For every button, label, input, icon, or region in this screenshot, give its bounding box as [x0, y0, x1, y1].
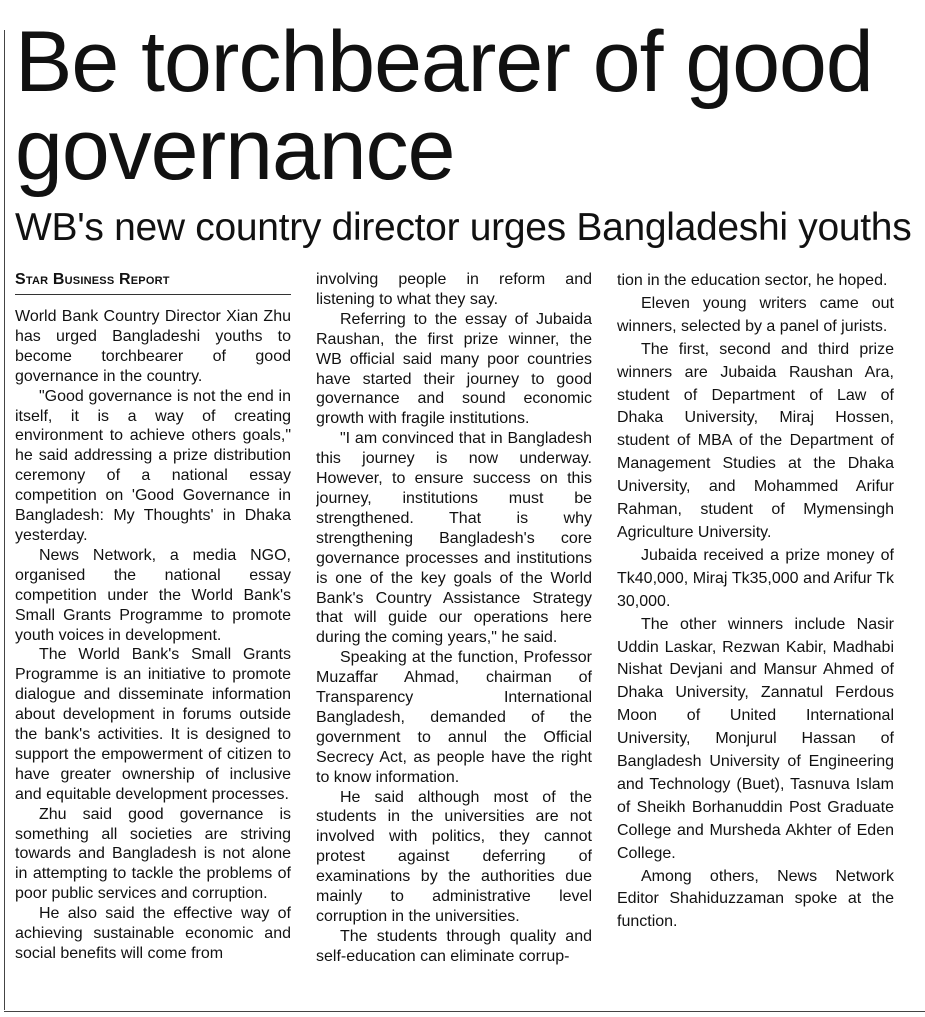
paragraph: Referring to the essay of Jubaida Raushan, the first prize winner, the WB official said many poor countries have started their journey to good governance and sound economic growth with fragile institutions.	[316, 310, 592, 428]
paragraph: News Network, a media NGO, organised the national essay competition under the World Bank's Small Grants Programme to promote youth voices in development.	[15, 546, 291, 644]
byline: Star Business Report	[15, 270, 291, 295]
article-subheadline: WB's new country director urges Bangladeshi youths	[15, 206, 912, 249]
paragraph: Among others, News Network Editor Shahiduzzaman spoke at the function.	[617, 867, 894, 931]
article-headline: Be torchbearer of good governance	[15, 14, 873, 198]
paragraph: "I am convinced that in Bangladesh this journey is now underway. However, to ensure success on this journey, institutions must be strengthened. That is why strengthening Bangladesh's core governance processes and institutions is one of the key goals of the World Bank's Country Assistance Strategy that will guide our operations here during the coming years," he said.	[316, 430, 592, 647]
paragraph: Jubaida received a prize money of Tk40,000, Miraj Tk35,000 and Arifur Tk 30,000.	[617, 546, 894, 610]
paragraph: He also said the effective way of achieving sustainable economic and social benefits will come from	[15, 905, 291, 962]
left-column-rule	[4, 30, 5, 1010]
paragraph: involving people in reform and listening to what they say.	[316, 271, 592, 308]
paragraph: He said although most of the students in the universities are not involved with politics, they cannot protest against deferring of examinations by the authorities due mainly to administrative level corruption in the universities.	[316, 788, 592, 925]
paragraph: The other winners include Nasir Uddin Laskar, Rezwan Kabir, Madhabi Nishat Devjani and Mansur Ahmed of Dhaka University, Zannatul Ferdous Moon of United International University, Monjurul Hassan of Bangladesh University of Engineering and Technology (Buet), Tasnuva Islam of Sheikh Borhanuddin Post Graduate College and Mursheda Akhter of Eden College.	[617, 615, 894, 862]
article-column-3	[617, 270, 894, 1005]
paragraph: "Good governance is not the end in itself, it is a way of creating environment to achieve others goals," he said addressing a prize distribution ceremony of a national essay competition on 'Good Governance in Bangladesh: My Thoughts' in Dhaka yesterday.	[15, 387, 291, 544]
article-column-1	[15, 270, 291, 1005]
paragraph: tion in the education sector, he hoped.	[617, 272, 888, 289]
paragraph: World Bank Country Director Xian Zhu has urged Bangladeshi youths to become torchbearer of good governance in the country.	[15, 308, 291, 385]
bottom-rule	[4, 1011, 925, 1012]
paragraph: Speaking at the function, Professor Muzaffar Ahmad, chairman of Transparency International Bangladesh, demanded of the government to annul the Official Secrecy Act, as people have the right to know information.	[316, 649, 592, 786]
paragraph: The World Bank's Small Grants Programme is an initiative to promote dialogue and disseminate information about development in forums outside the bank's activities. It is designed to support the empowerment of citizen to have greater ownership of inclusive and equitable development processes.	[15, 646, 291, 803]
paragraph: The students through quality and self-education can eliminate corrup-	[316, 927, 592, 965]
article-column-2	[316, 270, 592, 1005]
paragraph: Zhu said good governance is something all societies are striving towards and Bangladesh is not alone in attempting to tackle the problems of poor public services and corruption.	[15, 805, 291, 903]
paragraph: Eleven young writers came out winners, selected by a panel of jurists.	[617, 294, 894, 335]
paragraph: The first, second and third prize winners are Jubaida Raushan Ara, student of Department of Law of Dhaka University, Miraj Hossen, student of MBA of the Department of Management Studies at the Dhaka University, and Mohammed Arifur Rahman, student of Mymensingh Agriculture University.	[617, 340, 894, 541]
